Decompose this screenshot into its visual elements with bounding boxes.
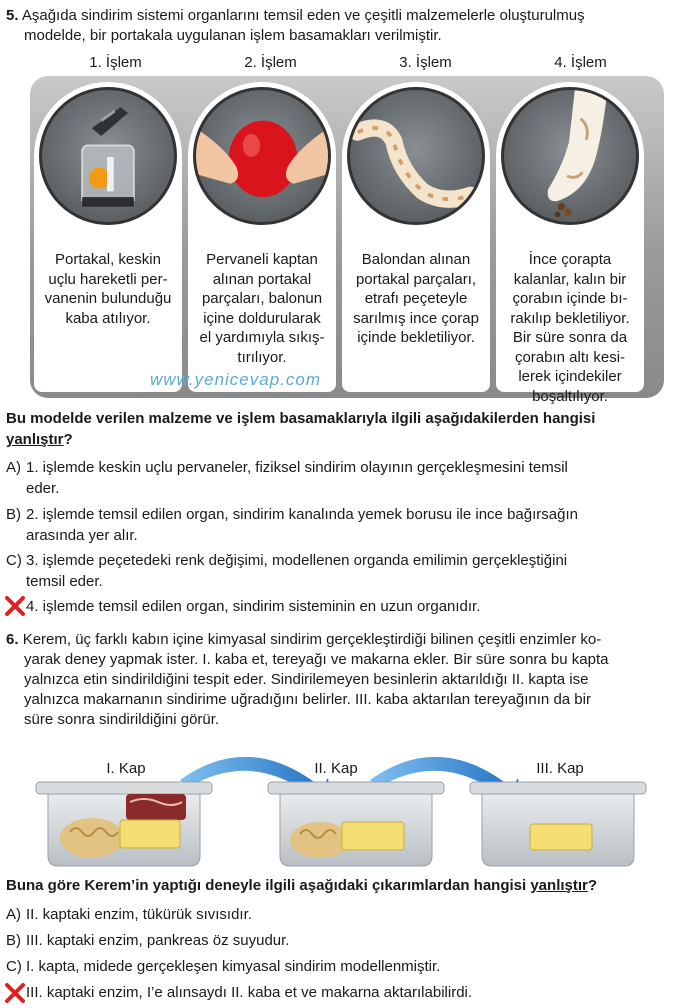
- question-6-prompt: Buna göre Kerem’in yaptığı deneyle ilgili aşağıdaki çıkarımlardan hangisi yanlıştır?: [6, 877, 598, 894]
- question-6-text: 6. Kerem, üç farklı kabın içine kimyasal sindirim gerçekleştirdiği bilinen çeşitli enzimler ko- yarak deney yapmak ister. I. kaba et, tereyağı ve makarna ekler. Bir süre sonra bu kapta yalnızca etin sindirildiğini tespit eder. Sindirilemeyen besinlerin aktarıldığı II. kapta ise yalnızca makarnanın sindirime uğradığını belirler. III. kaba aktarılan tereyağının da bir süre sonra sindirildiğini görür.: [6, 631, 609, 728]
- q5-option-d[interactable]: 4. işlemde temsil edilen organ, sindirim sisteminin en uzun organıdır.: [26, 598, 481, 615]
- step-title-1: 1. İşlem: [89, 54, 142, 71]
- step-card-1: [34, 82, 182, 392]
- containers-illustration: [30, 742, 666, 872]
- q5-option-a[interactable]: A) 1. işlemde keskin uçlu pervaneler, fiziksel sindirim olayının gerçekleşmesini temsil eder.: [6, 459, 568, 497]
- container-2: [268, 782, 444, 866]
- process-steps-panel: [30, 76, 664, 405]
- step-card-3: [342, 82, 490, 392]
- container-1: [36, 782, 212, 866]
- question-5-prompt: Bu modelde verilen malzeme ve işlem basamaklarıyla ilgili aşağıdakilerden hangisi yanlıştır?: [6, 410, 596, 448]
- watermark: www.yenicevap.com: [150, 370, 322, 389]
- question-5-text: 5. Aşağıda sindirim sistemi organlarını temsil eden ve çeşitli malzemelerle oluşturulmuş modelde, bir portakala uygulanan işlem basamakları verilmiştir.: [6, 7, 585, 44]
- balloon-hands-illustration: [193, 87, 331, 225]
- step-text-4: İnce çorapta kalanlar, kalın bir çorabın içinde bı- rakılıp bekletiliyor. Bir süre sonra da çorabın altı kesi- lerek içindekiler boşaltılıyor.: [510, 251, 630, 405]
- container-3: [470, 782, 646, 866]
- container-label-2: II. Kap: [314, 760, 358, 777]
- question-number: 5.: [6, 7, 19, 24]
- thin-sock-illustration: [347, 87, 485, 225]
- wrong-answer-mark-icon: [4, 982, 26, 1004]
- step-text-1: Portakal, keskin uçlu hareketli per- vanenin bulunduğu kaba atılıyor.: [44, 251, 172, 327]
- wrong-answer-mark-icon: [4, 595, 26, 617]
- container-label-3: III. Kap: [536, 760, 584, 777]
- step-title-2: 2. İşlem: [244, 54, 297, 71]
- q6-option-c[interactable]: C) I. kapta, midede gerçekleşen kimyasal sindirim modellenmiştir.: [6, 958, 441, 975]
- q6-option-b[interactable]: B) III. kaptaki enzim, pankreas öz suyudur.: [6, 932, 290, 949]
- q6-option-d[interactable]: III. kaptaki enzim, I’e alınsaydı II. kaba et ve makarna aktarılabilirdi.: [26, 984, 473, 1001]
- q5-option-b[interactable]: B) 2. işlemde temsil edilen organ, sindirim kanalında yemek borusu ile ince bağırsağın arasında yer alır.: [6, 506, 578, 544]
- q6-option-a[interactable]: A) II. kaptaki enzim, tükürük sıvısıdır.: [6, 906, 252, 923]
- container-label-1: I. Kap: [106, 760, 146, 777]
- step-card-2: [188, 82, 336, 392]
- blender-illustration: [39, 87, 177, 225]
- step-title-3: 3. İşlem: [399, 54, 452, 71]
- thick-sock-illustration: [501, 87, 639, 225]
- step-text-3: Balondan alınan portakal parçaları, etrafı peçeteyle sarılmış ince çorap içinde bekletiliyor.: [353, 251, 479, 346]
- question-number: 6.: [6, 631, 19, 648]
- step-text-2: Pervaneli kaptan alınan portakal parçaları, balonun içine doldurularak el yardımıyla sıkış- tırılıyor.: [199, 251, 325, 366]
- step-titles: [38, 54, 658, 71]
- step-card-4: [496, 82, 644, 405]
- step-title-4: 4. İşlem: [554, 54, 607, 71]
- q5-option-c[interactable]: C) 3. işlemde peçetedeki renk değişimi, modellenen organda emilimin gerçekleştiğini temsil eder.: [6, 552, 568, 590]
